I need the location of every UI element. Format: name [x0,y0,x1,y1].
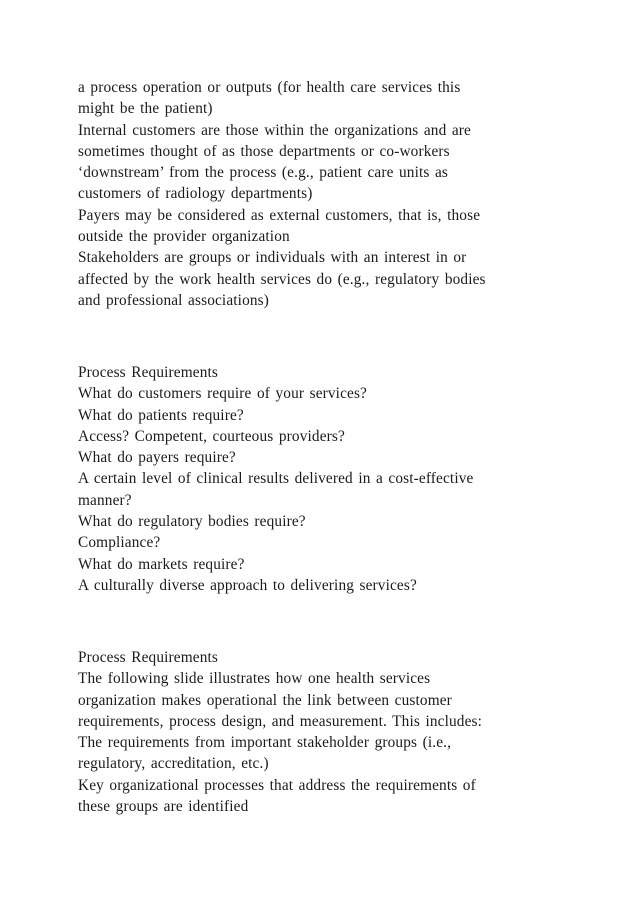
text-line: A culturally diverse approach to delivering services? [78,576,417,594]
text-line: these groups are identified [78,798,249,816]
section-heading: Process Requirements [78,364,219,381]
paragraph-process-requirements-slide [78,647,618,817]
text-line: What do patients require? [78,406,244,424]
text-line: manner? [78,491,132,509]
text-line: Internal customers are those within the organizations and are [78,121,471,139]
text-line: customers of radiology departments) [78,185,313,203]
paragraph-process-requirements-questions [78,362,618,596]
section-heading: Process Requirements [78,649,219,666]
text-line: ‘downstream’ from the process (e.g., patient care units as [78,164,448,182]
text-line: A certain level of clinical results delivered in a cost-effective [78,470,474,488]
text-line: What do regulatory bodies require? [78,513,306,531]
text-line: affected by the work health services do (e.g., regulatory bodies [78,270,486,288]
text-line: Access? Competent, courteous providers? [78,427,345,445]
text-line: Compliance? [78,534,161,552]
text-line: Payers may be considered as external customers, that is, those [78,206,481,224]
text-line: What do markets require? [78,555,245,573]
text-line: What do customers require of your services? [78,385,367,403]
text-line: might be the patient) [78,100,213,118]
text-line: Stakeholders are groups or individuals with an interest in or [78,249,467,267]
text-line: a process operation or outputs (for health care services this [78,79,461,96]
text-line: regulatory, accreditation, etc.) [78,755,269,773]
text-line: The requirements from important stakeholder groups (i.e., [78,734,452,752]
text-line: outside the provider organization [78,228,290,246]
text-line: What do payers require? [78,449,236,467]
paragraph-customers [78,77,618,311]
text-line: Key organizational processes that address the requirements of [78,776,476,794]
text-line: organization makes operational the link between customer [78,691,452,709]
text-line: and professional associations) [78,291,270,309]
text-line: sometimes thought of as those departments or co-workers [78,142,450,160]
text-line: requirements, process design, and measurement. This includes: [78,712,483,730]
text-line: The following slide illustrates how one health services [78,670,431,688]
